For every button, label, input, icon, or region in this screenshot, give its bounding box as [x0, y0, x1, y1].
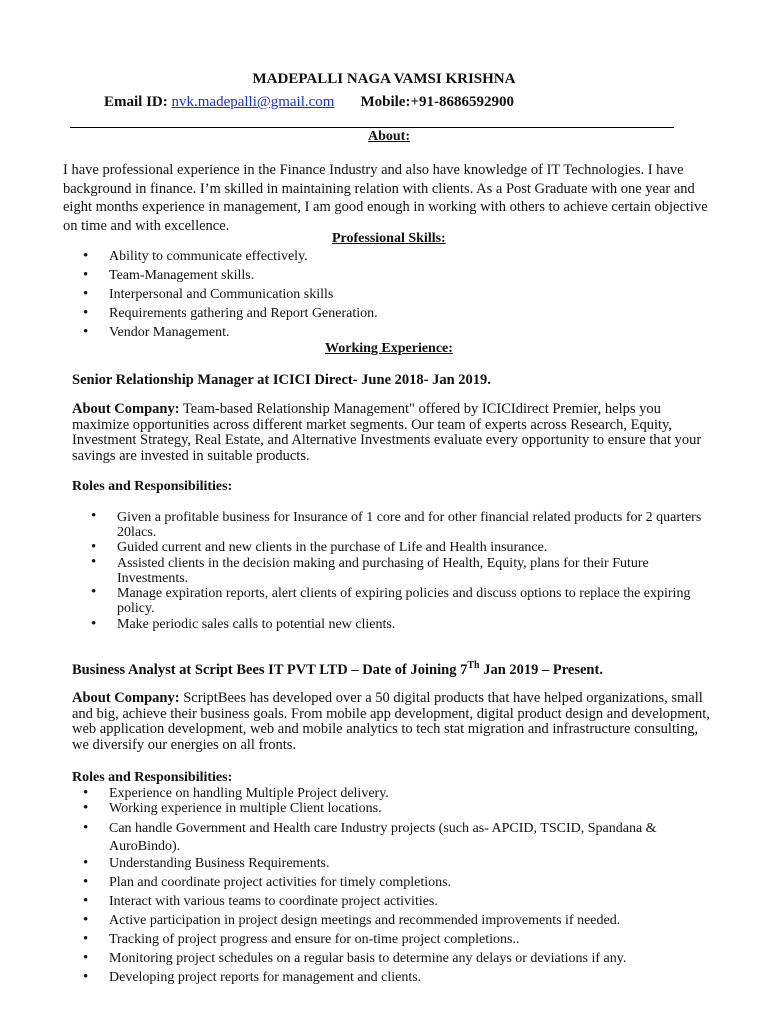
contact-line: [104, 94, 514, 111]
job2-role-item: • Active participation in project design meetings and recommended improvements if needed.: [109, 913, 620, 929]
skill-item: • Vendor Management.: [109, 325, 230, 341]
mobile-number: Mobile:+91-8686592900: [360, 94, 514, 110]
job2-about: [72, 691, 712, 753]
job1-role-item: • Assisted clients in the decision making and purchasing of Health, Equity, plans for their Future Investments.: [117, 556, 711, 586]
about-company-label: About Company:: [72, 401, 180, 417]
skill-item: • Ability to communicate effectively.: [109, 249, 308, 265]
job1-role-item: • Given a profitable business for Insurance of 1 core and for other financial related products for 2 quarters 20lacs.: [117, 510, 711, 540]
about-heading: About:: [368, 129, 411, 144]
job2-title: [72, 660, 603, 679]
job2-role-item: • Understanding Business Requirements.: [109, 856, 329, 872]
job2-title-end: Jan 2019 – Present.: [479, 661, 603, 678]
skill-item: • Team-Management skills.: [109, 268, 254, 284]
job2-title-text: Business Analyst at Script Bees IT PVT LTD – Date of Joining 7: [72, 661, 468, 678]
skills-heading: Professional Skills:: [332, 231, 446, 246]
email-link[interactable]: nvk.madepalli@gmail.com: [171, 94, 335, 110]
skill-item: • Requirements gathering and Report Generation.: [109, 306, 378, 322]
job2-role-item: • Monitoring project schedules on a regular basis to determine any delays or deviations if any.: [109, 951, 626, 967]
job2-role-item: • Experience on handling Multiple Project delivery.: [109, 786, 389, 802]
header-divider: [70, 127, 674, 128]
job2-role-item: • Can handle Government and Health care Industry projects (such as- APCID, TSCID, Spandana & AuroBindo).: [109, 820, 714, 856]
about-company-text: ScriptBees has developed over a 50 digital products that have helped organizations, small and big, achieve their business goals. From mobile app development, digital product design and development, web application development, web and mobile analytics to tech stat migration and infrastructure consulting, we diversify our energies on all fronts.: [72, 690, 710, 753]
about-company-label: About Company:: [72, 690, 180, 706]
job1-role-item: • Guided current and new clients in the purchase of Life and Health insurance.: [117, 540, 547, 556]
job1-roles-label: Roles and Responsibilities:: [72, 479, 233, 494]
email-label: Email ID:: [104, 94, 168, 110]
job2-roles-label: Roles and Responsibilities:: [72, 770, 233, 785]
job2-role-item: • Working experience in multiple Client locations.: [109, 801, 382, 817]
job1-title: Senior Relationship Manager at ICICI Direct- June 2018- Jan 2019.: [72, 372, 491, 388]
job2-role-item: • Tracking of project progress and ensure for on-time project completions..: [109, 932, 519, 948]
skill-item: • Interpersonal and Communication skills: [109, 287, 333, 303]
job1-role-item: • Manage expiration reports, alert clients of expiring policies and discuss options to replace the expiring policy.: [117, 586, 711, 616]
experience-heading: Working Experience:: [325, 341, 453, 356]
about-paragraph: I have professional experience in the Finance Industry and also have knowledge of IT Technologies. I have background in finance. I’m skilled in maintaining relation with clients. As a Post Graduate with one year and eight months experience in management, I am good enough in working with others to achieve certain objective on time and with excellence.: [63, 162, 708, 234]
job2-role-item: • Interact with various teams to coordinate project activities.: [109, 894, 438, 910]
job1-role-item: • Make periodic sales calls to potential new clients.: [117, 617, 395, 633]
job1-about: [72, 402, 710, 464]
job2-role-item: • Plan and coordinate project activities for timely completions.: [109, 875, 451, 891]
job2-role-item: • Developing project reports for management and clients.: [109, 970, 421, 986]
about-company-text: Team-based Relationship Management" offered by ICICIdirect Premier, helps you maximize opportunities across different market segments. Our team of experts across Research, Equity, Investment Strategy, Real Estate, and Alternative Investments evaluate every opportunity to ensure that your savings are invested in suitable products.: [72, 401, 702, 464]
job2-title-sup: Th: [467, 660, 480, 671]
candidate-name: MADEPALLI NAGA VAMSI KRISHNA: [252, 71, 516, 87]
